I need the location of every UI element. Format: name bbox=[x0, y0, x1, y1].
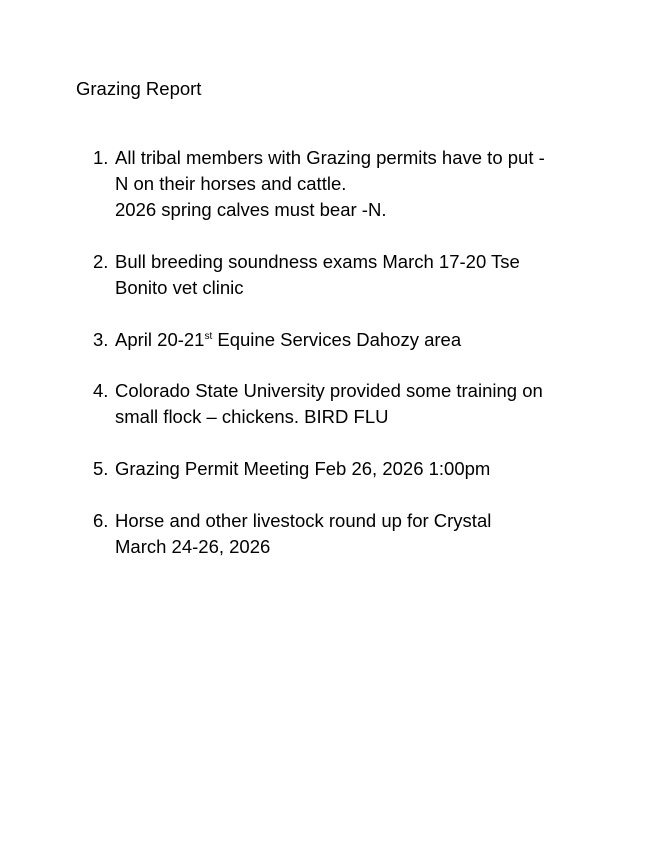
item-number: 5. bbox=[93, 458, 109, 479]
item-text-after: Equine Services Dahozy area bbox=[212, 329, 462, 350]
item-line: Colorado State University provided some training on bbox=[115, 380, 543, 401]
item-text bbox=[115, 249, 585, 301]
item-line: Horse and other livestock round up for Crystal bbox=[115, 510, 492, 531]
item-line: small flock – chickens. BIRD FLU bbox=[115, 406, 389, 427]
item-line: All tribal members with Grazing permits have to put - bbox=[115, 147, 545, 168]
item-text bbox=[115, 145, 585, 223]
item-text bbox=[115, 456, 585, 482]
item-line: March 24-26, 2026 bbox=[115, 536, 271, 557]
item-number: 3. bbox=[93, 329, 109, 350]
item-number: 6. bbox=[93, 510, 109, 531]
item-text-before: April 20-21 bbox=[115, 329, 205, 350]
item-number: 4. bbox=[93, 380, 109, 401]
item-line: Bull breeding soundness exams March 17-20 Tse bbox=[115, 251, 520, 272]
item-line bbox=[115, 327, 585, 353]
item-text bbox=[115, 378, 585, 430]
item-text bbox=[115, 327, 585, 353]
item-line: Grazing Permit Meeting Feb 26, 2026 1:00pm bbox=[115, 458, 491, 479]
document-title: Grazing Report bbox=[76, 78, 202, 99]
item-number: 1. bbox=[93, 147, 109, 168]
ordinal-superscript: st bbox=[204, 331, 213, 342]
item-line: 2026 spring calves must bear -N. bbox=[115, 199, 387, 220]
item-line: Bonito vet clinic bbox=[115, 277, 244, 298]
item-line: N on their horses and cattle. bbox=[115, 173, 347, 194]
item-number: 2. bbox=[93, 251, 109, 272]
item-text bbox=[115, 508, 585, 560]
